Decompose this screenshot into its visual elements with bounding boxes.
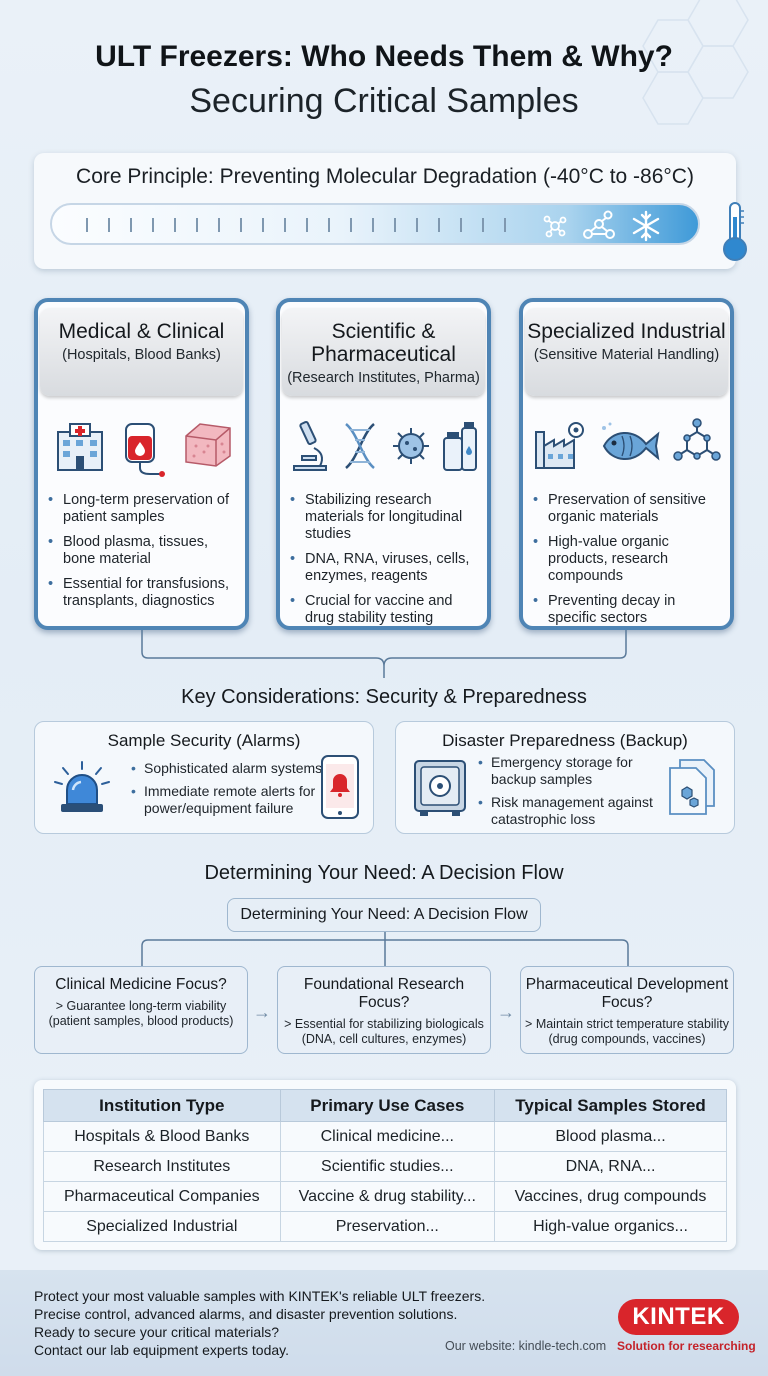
table-cell: Preservation...: [280, 1212, 494, 1242]
tissue-sample-icon: [182, 418, 234, 470]
bullet-list: [531, 492, 724, 635]
website-link[interactable]: Our website: kindle-tech.com: [445, 1339, 607, 1353]
alarm-light-icon: [53, 760, 111, 816]
considerations-title: Key Considerations: Security & Preparedness: [181, 686, 587, 708]
snowflake-icon: [630, 210, 662, 242]
table-row: [44, 1152, 727, 1182]
card-header: [282, 308, 485, 396]
list-item: • Immediate remote alerts for power/equipment failure: [129, 783, 329, 817]
card-title: Medical & Clinical: [58, 320, 225, 343]
merge-bracket: [140, 630, 628, 680]
list-item: • Risk management against catastrophic loss: [476, 794, 666, 828]
list-item: • High-value organic products, research compounds: [531, 534, 724, 585]
card-header: [40, 308, 243, 396]
table-cell: Vaccines, drug compounds: [495, 1182, 727, 1212]
table-cell: High-value organics...: [495, 1212, 727, 1242]
card-title: Specialized Industrial: [527, 320, 726, 343]
footer: [0, 1270, 768, 1376]
card-subtitle: (Hospitals, Blood Banks): [62, 347, 221, 363]
safe-icon: [412, 758, 468, 818]
list-item: • Preventing decay in specific sectors: [531, 593, 724, 627]
scientific-pharmaceutical-card: [276, 298, 491, 630]
table-cell: Research Institutes: [44, 1152, 281, 1182]
virus-icon: [388, 418, 434, 474]
flow-item-title: Pharmaceutical Development Focus?: [525, 976, 729, 1011]
bullet-list: [129, 760, 329, 823]
network-molecule-icon: [582, 210, 616, 242]
molecule-icon: [542, 213, 568, 239]
card-subtitle: (Sensitive Material Handling): [533, 347, 720, 363]
table-row: [44, 1122, 727, 1152]
decision-flow-box: Determining Your Need: A Decision Flow: [227, 898, 541, 932]
blood-bag-icon: [120, 418, 172, 478]
footer-text: [34, 1287, 485, 1359]
table-cell: Specialized Industrial: [44, 1212, 281, 1242]
table-row: [44, 1182, 727, 1212]
sample-security-card: [34, 721, 374, 834]
footer-line: Contact our lab equipment experts today.: [34, 1342, 290, 1358]
temperature-gradient-bar: [50, 203, 700, 245]
table-row: [44, 1212, 727, 1242]
bullet-list: [288, 492, 481, 635]
molecule-icon: [672, 418, 722, 472]
page-title: ULT Freezers: Who Needs Them & Why?: [95, 40, 673, 73]
list-item: • Essential for transfusions, transplants, diagnostics: [46, 576, 239, 610]
table-cell: Vaccine & drug stability...: [280, 1182, 494, 1212]
flow-item-clinical: [34, 966, 248, 1054]
footer-line: Precise control, advanced alarms, and disaster prevention solutions.: [34, 1306, 458, 1322]
card-title: Scientific & Pharmaceutical: [311, 320, 456, 366]
table-cell: Blood plasma...: [495, 1122, 727, 1152]
arrow-right-icon: →: [253, 1002, 271, 1022]
table-header-row: [44, 1090, 727, 1122]
list-item: • Blood plasma, tissues, bone material: [46, 534, 239, 568]
core-principle-card: [34, 153, 736, 269]
list-item: • Stabilizing research materials for longitudinal studies: [288, 492, 481, 543]
column-header: Institution Type: [44, 1090, 281, 1122]
flow-item-desc: > Guarantee long-term viability (patient samples, blood products): [48, 999, 234, 1028]
bullet-list: [476, 754, 666, 834]
card-subtitle: (Research Institutes, Pharma): [287, 370, 480, 386]
factory-icon: [532, 418, 588, 472]
column-header: Primary Use Cases: [280, 1090, 494, 1122]
list-item: • Preservation of sensitive organic materials: [531, 492, 724, 526]
list-item: • Crucial for vaccine and drug stability testing: [288, 593, 481, 627]
card-title: Disaster Preparedness (Backup): [442, 731, 688, 750]
list-item: • DNA, RNA, viruses, cells, enzymes, reagents: [288, 551, 481, 585]
list-item: • Long-term preservation of patient samples: [46, 492, 239, 526]
page-subtitle: Securing Critical Samples: [189, 82, 579, 120]
specialized-industrial-card: [519, 298, 734, 630]
flow-item-research: [277, 966, 491, 1054]
flow-item-title: Foundational Research Focus?: [303, 976, 465, 1011]
table-cell: Pharmaceutical Companies: [44, 1182, 281, 1212]
microscope-icon: [288, 418, 332, 474]
thermometer-icon: [720, 201, 750, 263]
disaster-preparedness-card: [395, 721, 735, 834]
list-item: • Emergency storage for backup samples: [476, 754, 666, 788]
footer-line: Protect your most valuable samples with KINTEK's reliable ULT freezers.: [34, 1288, 486, 1304]
decision-flow-title: Determining Your Need: A Decision Flow: [204, 862, 564, 884]
table-cell: Clinical medicine...: [280, 1122, 494, 1152]
arrow-right-icon: →: [497, 1002, 515, 1022]
medical-clinical-card: [34, 298, 249, 630]
bullet-list: [46, 492, 239, 618]
flow-item-pharma: [520, 966, 734, 1054]
flow-item-title: Clinical Medicine Focus?: [55, 976, 227, 993]
kintek-logo: KINTEK: [618, 1299, 739, 1335]
fish-icon: [598, 418, 662, 472]
flow-item-desc: > Essential for stabilizing biologicals (DNA, cell cultures, enzymes): [284, 1017, 484, 1046]
core-principle-title: Core Principle: Preventing Molecular Degradation (-40°C to -86°C): [76, 165, 694, 188]
table-cell: DNA, RNA...: [495, 1152, 727, 1182]
dna-icon: [338, 418, 382, 474]
list-item: • Sophisticated alarm systems: [129, 760, 329, 777]
footer-line: Ready to secure your critical materials?: [34, 1324, 280, 1340]
flow-item-desc: > Maintain strict temperature stability (drug compounds, vaccines): [525, 1017, 729, 1046]
document-backup-icon: [666, 756, 720, 816]
table-cell: Scientific studies...: [280, 1152, 494, 1182]
logo-tagline: Solution for researching: [617, 1339, 756, 1353]
summary-table: [34, 1080, 736, 1250]
hospital-icon: [50, 418, 110, 474]
table-cell: Hospitals & Blood Banks: [44, 1122, 281, 1152]
card-title: Sample Security (Alarms): [107, 731, 301, 750]
column-header: Typical Samples Stored: [495, 1090, 727, 1122]
card-header: [525, 308, 728, 396]
phone-alert-icon: [319, 754, 361, 820]
vial-icon: [440, 418, 480, 474]
